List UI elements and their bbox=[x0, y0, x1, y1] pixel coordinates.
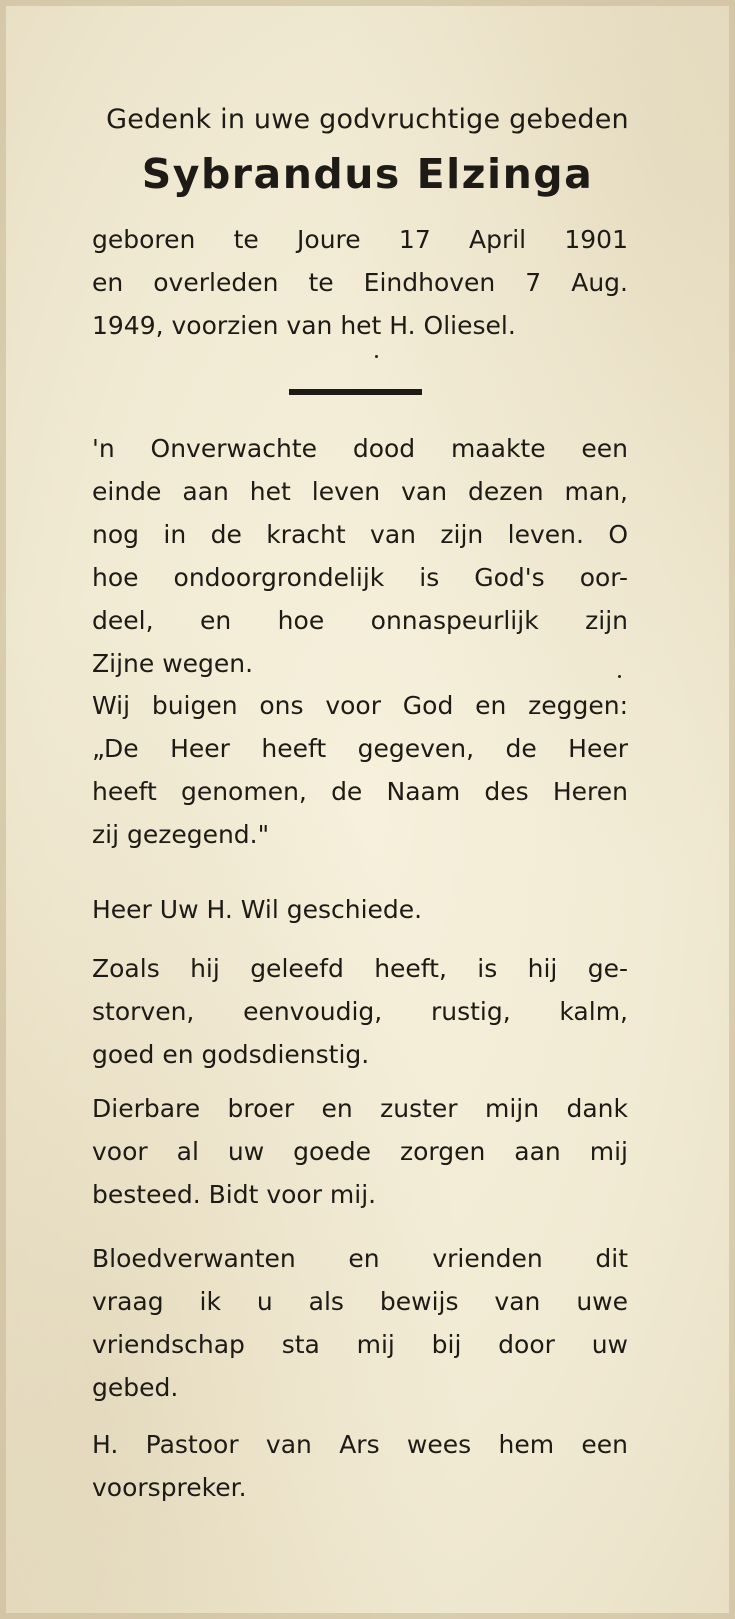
speck bbox=[375, 355, 378, 358]
divider-rule bbox=[289, 389, 422, 395]
paragraph-5 bbox=[92, 1087, 628, 1216]
text-line: hoe ondoorgrondelijk is God's oor- bbox=[92, 563, 628, 592]
text-line: voorspreker. bbox=[92, 1473, 247, 1502]
biography-line: geboren te Joure 17 April 1901 bbox=[92, 225, 628, 254]
text-line: zij gezegend." bbox=[92, 820, 270, 849]
biography-line: en overleden te Eindhoven 7 Aug. bbox=[92, 268, 628, 297]
text-line: Heer Uw H. Wil geschiede. bbox=[92, 895, 423, 924]
text-line: Dierbare broer en zuster mijn dank bbox=[92, 1094, 628, 1123]
text-line: „De Heer heeft gegeven, de Heer bbox=[92, 734, 628, 763]
text-line: 'n Onverwachte dood maakte een bbox=[92, 434, 628, 463]
intro-line: Gedenk in uwe godvruchtige gebeden bbox=[106, 104, 629, 135]
text-line: Zoals hij geleefd heeft, is hij ge- bbox=[92, 954, 628, 983]
text-line: heeft genomen, de Naam des Heren bbox=[92, 777, 628, 806]
paragraph-4 bbox=[92, 947, 628, 1076]
biography bbox=[92, 218, 628, 347]
biography-line: 1949, voorzien van het H. Oliesel. bbox=[92, 311, 516, 340]
text-line: voor al uw goede zorgen aan mij bbox=[92, 1137, 628, 1166]
text-line: vraag ik u als bewijs van uwe bbox=[92, 1287, 628, 1316]
text-line: besteed. Bidt voor mij. bbox=[92, 1180, 377, 1209]
paragraph-7 bbox=[92, 1423, 628, 1509]
text-line: Zijne wegen. bbox=[92, 649, 254, 678]
paragraph-6 bbox=[92, 1237, 628, 1409]
speck bbox=[618, 675, 621, 678]
paragraph-2 bbox=[92, 684, 628, 856]
text-line: vriendschap sta mij bij door uw bbox=[92, 1330, 628, 1359]
text-line: Wij buigen ons voor God en zeggen: bbox=[92, 691, 628, 720]
text-line: gebed. bbox=[92, 1373, 179, 1402]
text-line: deel, en hoe onnaspeurlijk zijn bbox=[92, 606, 628, 635]
text-line: goed en godsdienstig. bbox=[92, 1040, 370, 1069]
paragraph-1 bbox=[92, 427, 628, 685]
text-line: einde aan het leven van dezen man, bbox=[92, 477, 628, 506]
paragraph-3 bbox=[92, 888, 628, 931]
text-line: Bloedverwanten en vrienden dit bbox=[92, 1244, 628, 1273]
deceased-name: Sybrandus Elzinga bbox=[141, 150, 594, 198]
text-line: storven, eenvoudig, rustig, kalm, bbox=[92, 997, 628, 1026]
text-line: H. Pastoor van Ars wees hem een bbox=[92, 1430, 628, 1459]
text-line: nog in de kracht van zijn leven. O bbox=[92, 520, 628, 549]
